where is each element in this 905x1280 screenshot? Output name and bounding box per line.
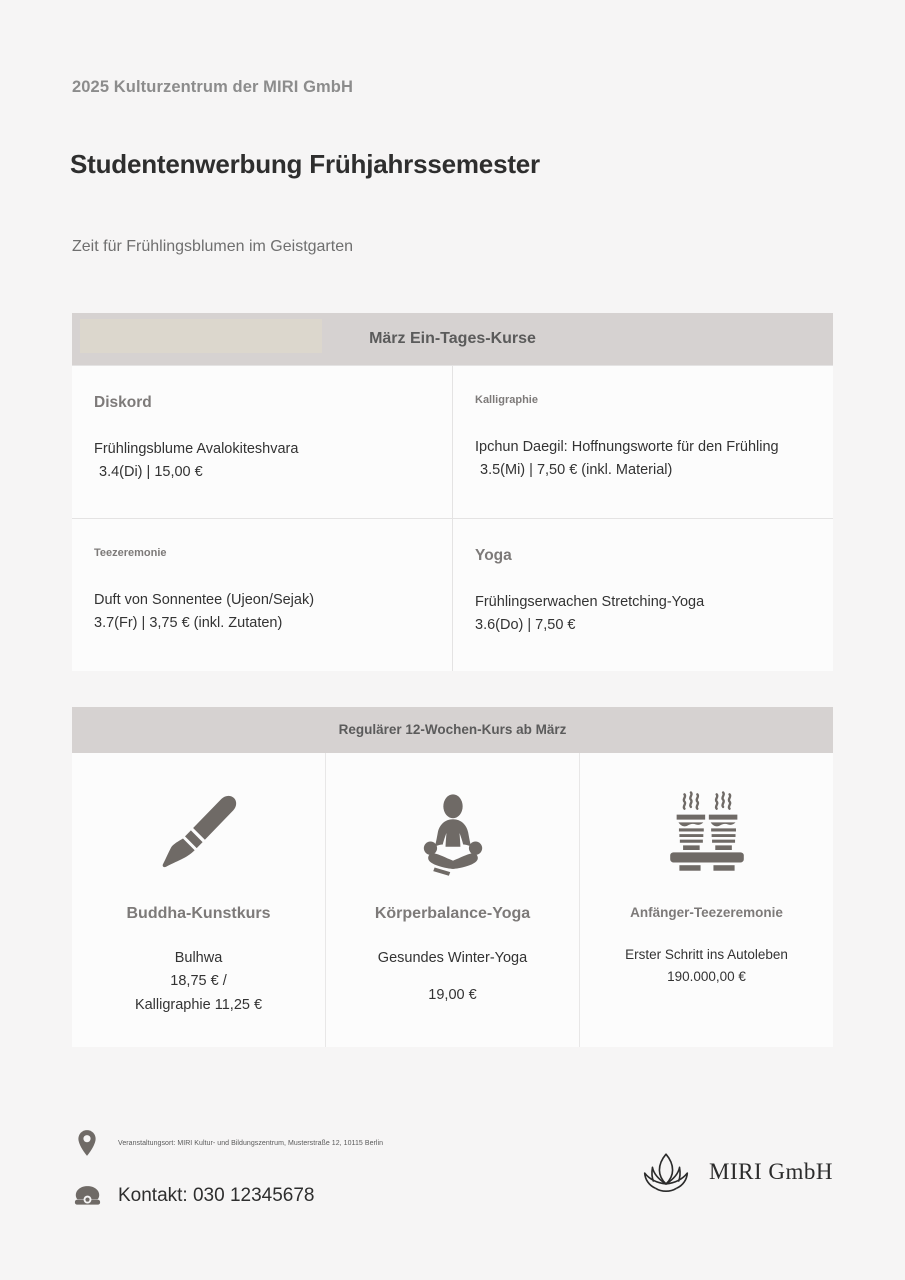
course-category-label: Diskord — [94, 394, 152, 411]
course-detail: 3.5(Mi) | 7,50 € (inkl. Material) — [480, 462, 673, 479]
section-two-header — [72, 707, 833, 753]
paintbrush-icon — [88, 787, 309, 879]
card-line-2: 190.000,00 € — [667, 968, 746, 984]
telephone-icon — [72, 1184, 102, 1208]
card-line-1: Bulhwa — [174, 950, 223, 966]
regular-courses-row — [72, 753, 833, 1047]
section-regular-courses — [72, 707, 833, 1047]
card-line-1: Erster Schritt ins Autoleben — [625, 947, 788, 962]
logo-text: MIRI GmbH — [709, 1159, 833, 1184]
page-eyebrow: 2025 Kulturzentrum der MIRI GmbH — [72, 78, 353, 96]
course-card[interactable] — [72, 753, 325, 1047]
page-title: Studentenwerbung Frühjahrssemester — [70, 149, 540, 179]
card-title: Körperbalance-Yoga — [374, 905, 531, 922]
lotus-icon — [635, 1148, 697, 1196]
meditation-icon — [342, 787, 563, 879]
card-line-1: Gesundes Winter-Yoga — [377, 950, 528, 966]
course-name: Ipchun Daegil: Hoffnungsworte für den Frühling — [475, 439, 779, 455]
course-card[interactable] — [580, 753, 833, 1047]
one-day-courses-grid — [72, 365, 833, 671]
card-line-3: Kalligraphie 11,25 € — [134, 996, 263, 1013]
section-one-day-courses — [72, 313, 833, 671]
card-line-2: 18,75 € / — [170, 973, 227, 990]
course-cell[interactable] — [72, 519, 452, 671]
course-detail: 3.6(Do) | 7,50 € — [475, 617, 576, 634]
course-card[interactable] — [326, 753, 579, 1047]
course-category-label: Kalligraphie — [475, 394, 538, 406]
course-category-label: Teezeremonie — [94, 547, 167, 559]
course-detail: 3.7(Fr) | 3,75 € (inkl. Zutaten) — [94, 615, 283, 632]
header-tint-overlay — [80, 319, 322, 353]
course-cell[interactable] — [453, 519, 833, 671]
card-spacer — [342, 970, 563, 984]
card-title: Anfänger-Teezeremonie — [630, 905, 783, 920]
tea-cups-icon — [596, 787, 817, 879]
contact-text: Kontakt: 030 12345678 — [118, 1185, 315, 1206]
location-pin-icon — [72, 1129, 102, 1157]
course-cell[interactable] — [72, 366, 452, 518]
brand-logo — [635, 1148, 833, 1196]
course-name: Duft von Sonnentee (Ujeon/Sejak) — [94, 592, 315, 608]
course-name: Frühlingserwachen Stretching-Yoga — [475, 594, 705, 610]
course-cell[interactable] — [453, 366, 833, 518]
section-two-header-label: Regulärer 12-Wochen-Kurs ab März — [338, 722, 567, 737]
section-one-header-label: März Ein-Tages-Kurse — [369, 330, 536, 347]
course-name: Frühlingsblume Avalokiteshvara — [94, 441, 299, 457]
venue-text: Veranstaltungsort: MIRI Kultur- und Bildungszentrum, Musterstraße 12, 10115 Berlin — [118, 1139, 384, 1147]
page-subtitle: Zeit für Frühlingsblumen im Geistgarten — [72, 238, 353, 255]
course-detail: 3.4(Di) | 15,00 € — [99, 464, 203, 481]
course-category-label: Yoga — [475, 547, 512, 564]
card-line-3: 19,00 € — [428, 987, 477, 1004]
card-title: Buddha-Kunstkurs — [126, 905, 271, 922]
section-one-header — [72, 313, 833, 365]
page-footer — [72, 1122, 833, 1222]
